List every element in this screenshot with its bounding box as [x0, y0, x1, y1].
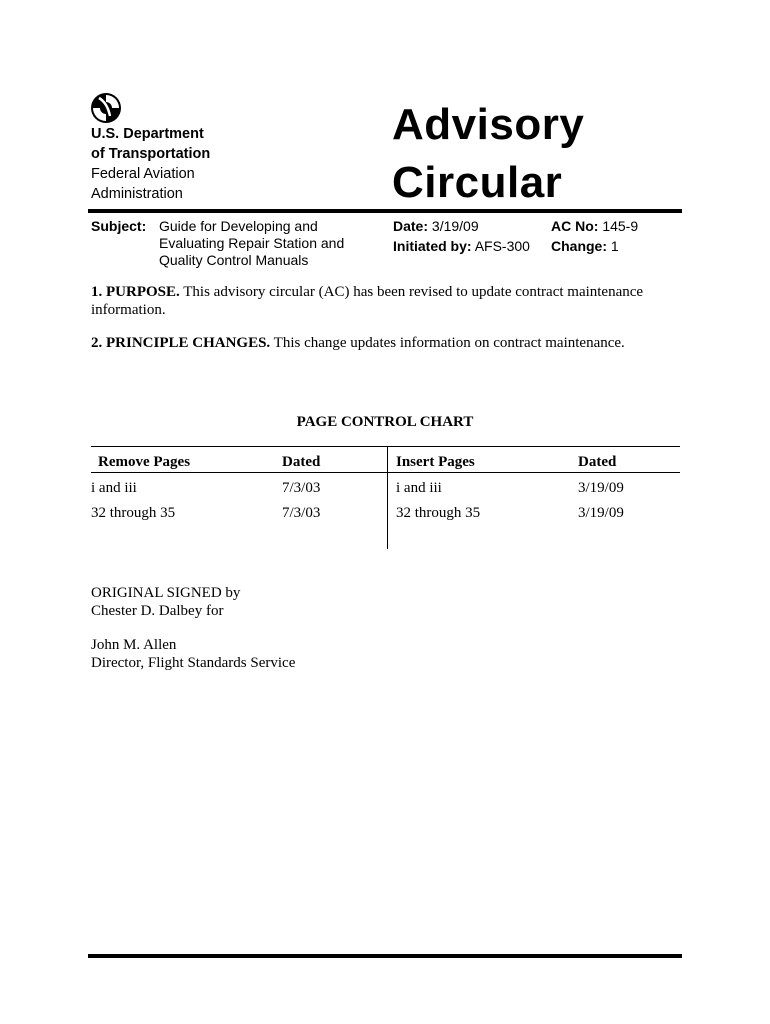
- acno-label: AC No:: [551, 218, 599, 234]
- signature-line: ORIGINAL SIGNED by: [91, 585, 241, 601]
- changes-text: This change updates information on contract maintenance.: [270, 335, 625, 351]
- date-label: Date:: [393, 218, 429, 234]
- date-field: [393, 218, 479, 235]
- chart-header-dated: Dated: [282, 454, 321, 470]
- initiated-value: AFS-300: [474, 238, 530, 254]
- changes-paragraph: [91, 334, 681, 352]
- acno-value: 145-9: [602, 218, 639, 234]
- agency-line: Federal Aviation: [91, 166, 195, 182]
- chart-header-remove-pages: Remove Pages: [98, 454, 191, 470]
- chart-cell: 3/19/09: [578, 480, 624, 496]
- document-title-advisory: Advisory: [392, 100, 585, 149]
- header-divider: [88, 209, 682, 213]
- initiated-by-field: [393, 238, 530, 255]
- chart-cell: 3/19/09: [578, 505, 624, 521]
- signature-line: Chester D. Dalbey for: [91, 603, 224, 619]
- subject-line: Evaluating Repair Station and: [159, 235, 345, 251]
- subject-line: Guide for Developing and: [159, 218, 318, 234]
- page-control-chart-title: PAGE CONTROL CHART: [296, 414, 474, 430]
- ac-number-field: [551, 218, 638, 235]
- signatory-title: Director, Flight Standards Service: [91, 655, 296, 671]
- subject-line: Quality Control Manuals: [159, 252, 309, 268]
- agency-line: U.S. Department: [91, 126, 204, 142]
- chart-cell: 32 through 35: [91, 505, 176, 521]
- agency-line: of Transportation: [91, 146, 211, 162]
- chart-cell: i and iii: [396, 480, 442, 496]
- change-field: [551, 238, 619, 255]
- footer-divider: [88, 954, 682, 958]
- chart-cell: 32 through 35: [396, 505, 481, 521]
- document-title-circular: Circular: [392, 158, 563, 207]
- agency-line: Administration: [91, 186, 183, 202]
- signature-block: [91, 584, 240, 620]
- date-value: 3/19/09: [431, 218, 479, 234]
- chart-cell: 7/3/03: [282, 480, 321, 496]
- purpose-heading: 1. PURPOSE.: [91, 284, 180, 300]
- dot-logo-icon: [90, 92, 122, 124]
- subject-text: [159, 218, 379, 269]
- purpose-paragraph: [91, 283, 681, 319]
- chart-cell: i and iii: [91, 480, 137, 496]
- purpose-text: This advisory circular (AC) has been revised to update contract maintenance information.: [91, 284, 644, 318]
- change-label: Change:: [551, 238, 607, 254]
- chart-column-divider: [387, 446, 388, 549]
- chart-header-dated: Dated: [578, 454, 617, 470]
- changes-heading: 2. PRINCIPLE CHANGES.: [91, 335, 271, 351]
- change-value: 1: [610, 238, 619, 254]
- signatory-block: [91, 636, 295, 672]
- chart-top-rule: [91, 446, 680, 447]
- signatory-name: John M. Allen: [91, 637, 177, 653]
- chart-header-insert-pages: Insert Pages: [396, 454, 475, 470]
- subject-label: Subject:: [91, 218, 147, 234]
- agency-block: [91, 124, 210, 204]
- chart-header-rule: [91, 472, 680, 473]
- initiated-label: Initiated by:: [393, 238, 472, 254]
- chart-cell: 7/3/03: [282, 505, 321, 521]
